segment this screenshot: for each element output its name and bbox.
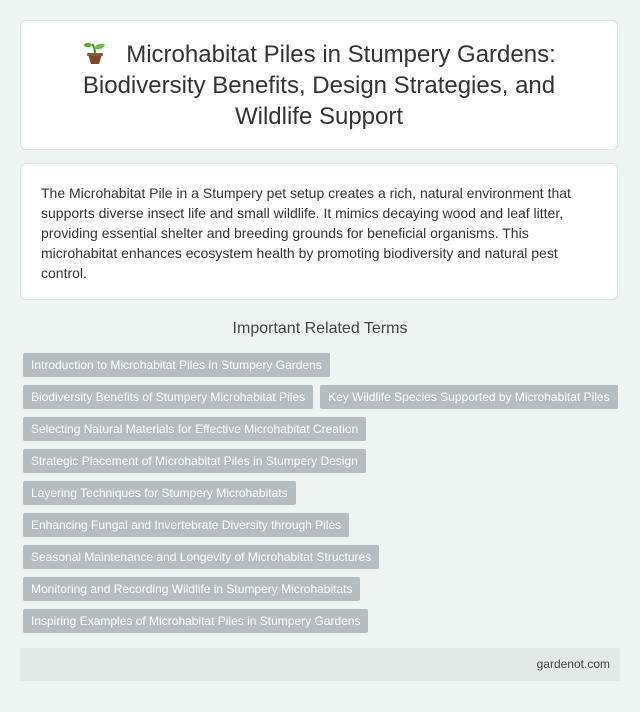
description-text: The Microhabitat Pile in a Stumpery pet setup creates a rich, natural environment that supports diverse insect life and small wildlife. It mimics decaying wood and leaf litter, providing essential shelter and breeding grounds for beneficial organisms. This microhabitat enhances ecosystem health by promoting biodiversity and natural pest control. xyxy=(41,185,571,281)
term-tag[interactable]: Enhancing Fungal and Invertebrate Diversity through Piles xyxy=(23,513,349,537)
footer-site-link[interactable]: gardenot.com xyxy=(536,657,610,671)
term-tag[interactable]: Inspiring Examples of Microhabitat Piles in Stumpery Gardens xyxy=(23,609,368,633)
term-tag[interactable]: Strategic Placement of Microhabitat Piles in Stumpery Design xyxy=(23,449,366,473)
term-tag[interactable]: Layering Techniques for Stumpery Microhabitats xyxy=(23,481,296,505)
page-title xyxy=(45,39,593,132)
sprout-icon xyxy=(82,39,108,65)
description-card xyxy=(20,163,618,300)
page-title-text: Microhabitat Piles in Stumpery Gardens: Biodiversity Benefits, Design Strategies, and Wildlife Support xyxy=(82,40,556,130)
term-tag[interactable]: Selecting Natural Materials for Effective Microhabitat Creation xyxy=(23,417,366,441)
term-tag[interactable]: Introduction to Microhabitat Piles in Stumpery Gardens xyxy=(23,353,330,377)
related-terms-list xyxy=(23,353,623,641)
term-tag[interactable]: Biodiversity Benefits of Stumpery Microhabitat Piles xyxy=(23,385,313,409)
related-terms-heading: Important Related Terms xyxy=(232,320,408,337)
term-tag[interactable]: Key Wildlife Species Supported by Microhabitat Piles xyxy=(320,385,617,409)
title-card xyxy=(20,20,618,150)
term-tag[interactable]: Monitoring and Recording Wildlife in Stumpery Microhabitats xyxy=(23,577,360,601)
term-tag[interactable]: Seasonal Maintenance and Longevity of Microhabitat Structures xyxy=(23,545,379,569)
footer xyxy=(20,648,620,681)
